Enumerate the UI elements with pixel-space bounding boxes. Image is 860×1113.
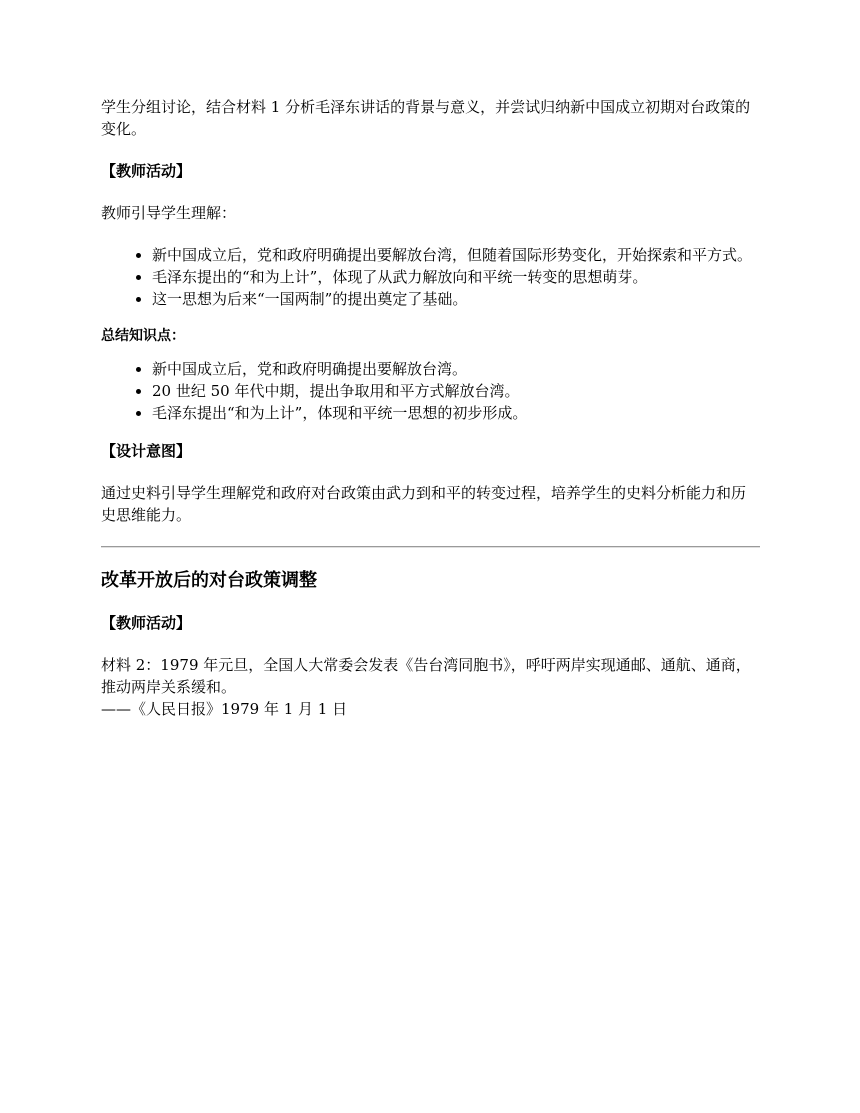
design-intent-paragraph: 通过史料引导学生理解党和政府对台政策由武力到和平的转变过程，培养学生的史料分析能力和历史思维能力。 — [101, 484, 747, 524]
teacher-activity-heading: 【教师活动】 — [101, 162, 192, 180]
teacher-points-list — [101, 244, 760, 310]
document-body — [101, 96, 760, 720]
discussion-paragraph: 学生分组讨论，结合材料 1 分析毛泽东讲话的背景与意义，并尝试归纳新中国成立初期对台政策的变化。 — [101, 98, 751, 138]
list-item: • 新中国成立后，党和政府明确提出要解放台湾。 — [152, 358, 760, 380]
section-divider — [101, 546, 760, 548]
design-intent-heading: 【设计意图】 — [101, 442, 192, 460]
teacher-intro: 教师引导学生理解： — [101, 204, 237, 222]
section-title: 改革开放后的对台政策调整 — [101, 570, 317, 591]
teacher-activity-heading-2: 【教师活动】 — [101, 614, 192, 632]
summary-points-list — [101, 358, 760, 424]
material-2-paragraph: 材料 2：1979 年元旦，全国人大常委会发表《告台湾同胞书》，呼吁两岸实现通邮、通航、通商，推动两岸关系缓和。 — [101, 656, 751, 696]
list-item: • 毛泽东提出“和为上计”，体现和平统一思想的初步形成。 — [152, 402, 760, 424]
summary-heading: 总结知识点： — [101, 328, 185, 344]
list-item: • 新中国成立后，党和政府明确提出要解放台湾，但随着国际形势变化，开始探索和平方式。 — [152, 244, 760, 266]
list-item: • 这一思想为后来“一国两制”的提出奠定了基础。 — [152, 288, 760, 310]
list-item: • 毛泽东提出的“和为上计”，体现了从武力解放向和平统一转变的思想萌芽。 — [152, 266, 760, 288]
material-2-source: ——《人民日报》1979 年 1 月 1 日 — [101, 700, 348, 718]
list-item: • 20 世纪 50 年代中期，提出争取用和平方式解放台湾。 — [152, 380, 760, 402]
